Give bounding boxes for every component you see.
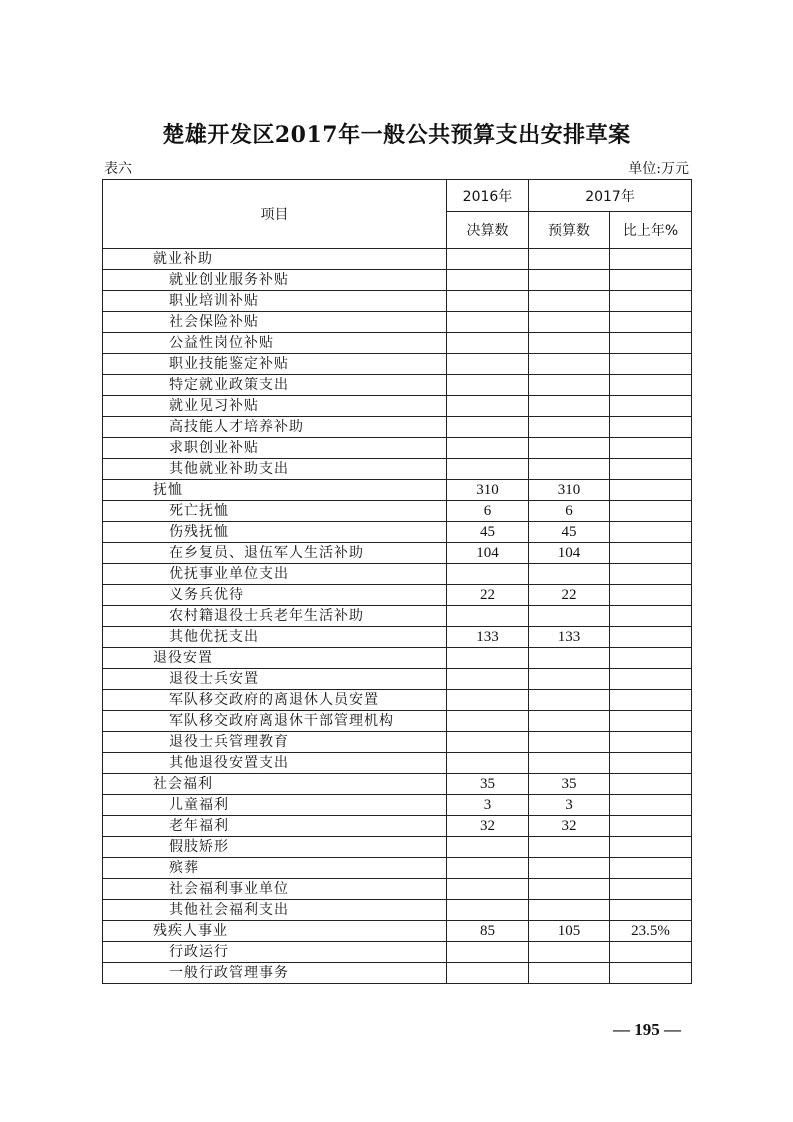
row-final-2016: [447, 333, 529, 354]
table-row: [103, 501, 692, 522]
row-budget-2017: [529, 753, 610, 774]
row-item-name: 社会保险补贴: [103, 312, 447, 333]
row-item-name: 其他优抚支出: [103, 627, 447, 648]
table-row: [103, 648, 692, 669]
document-title: 楚雄开发区2017年一般公共预算支出安排草案: [162, 122, 631, 148]
row-item-name: 假肢矫形: [103, 837, 447, 858]
table-body: [103, 249, 692, 984]
table-row: [103, 543, 692, 564]
row-ratio: [610, 354, 692, 375]
row-budget-2017: [529, 858, 610, 879]
row-item-name: 义务兵优待: [103, 585, 447, 606]
row-ratio: [610, 375, 692, 396]
row-item-name: 其他退役安置支出: [103, 753, 447, 774]
table-row: [103, 606, 692, 627]
row-final-2016: [447, 900, 529, 921]
row-ratio: [610, 291, 692, 312]
row-budget-2017: [529, 942, 610, 963]
header-item: 项目: [103, 180, 447, 249]
table-row: [103, 396, 692, 417]
row-ratio: [610, 627, 692, 648]
row-budget-2017: [529, 963, 610, 984]
row-item-name: 特定就业政策支出: [103, 375, 447, 396]
row-ratio: [610, 249, 692, 270]
row-item-name: 殡葬: [103, 858, 447, 879]
row-final-2016: [447, 249, 529, 270]
row-ratio: 23.5%: [610, 921, 692, 942]
row-budget-2017: 32: [529, 816, 610, 837]
row-budget-2017: [529, 837, 610, 858]
row-ratio: [610, 480, 692, 501]
row-item-name: 就业创业服务补贴: [103, 270, 447, 291]
row-item-name: 儿童福利: [103, 795, 447, 816]
table-row: [103, 249, 692, 270]
row-budget-2017: [529, 270, 610, 291]
table-row: [103, 690, 692, 711]
table-row: [103, 879, 692, 900]
row-final-2016: 32: [447, 816, 529, 837]
row-final-2016: [447, 753, 529, 774]
row-item-name: 行政运行: [103, 942, 447, 963]
table-row: [103, 417, 692, 438]
row-final-2016: [447, 942, 529, 963]
row-item-name: 一般行政管理事务: [103, 963, 447, 984]
row-ratio: [610, 795, 692, 816]
table-row: [103, 375, 692, 396]
row-ratio: [610, 669, 692, 690]
row-ratio: [610, 837, 692, 858]
row-budget-2017: 104: [529, 543, 610, 564]
row-item-name: 抚恤: [103, 480, 447, 501]
table-row: [103, 753, 692, 774]
table-row: [103, 480, 692, 501]
table-row: [103, 942, 692, 963]
row-ratio: [610, 543, 692, 564]
row-budget-2017: 35: [529, 774, 610, 795]
table-row: [103, 459, 692, 480]
row-final-2016: [447, 963, 529, 984]
row-final-2016: 310: [447, 480, 529, 501]
row-ratio: [610, 711, 692, 732]
row-ratio: [610, 438, 692, 459]
row-ratio: [610, 396, 692, 417]
row-item-name: 职业技能鉴定补贴: [103, 354, 447, 375]
row-budget-2017: [529, 249, 610, 270]
row-budget-2017: [529, 312, 610, 333]
table-row: [103, 963, 692, 984]
table-row: [103, 921, 692, 942]
row-budget-2017: [529, 375, 610, 396]
row-ratio: [610, 900, 692, 921]
row-ratio: [610, 312, 692, 333]
row-final-2016: [447, 606, 529, 627]
row-ratio: [610, 522, 692, 543]
header-ratio: 比上年%: [610, 212, 692, 249]
row-budget-2017: [529, 333, 610, 354]
row-budget-2017: [529, 732, 610, 753]
row-final-2016: [447, 669, 529, 690]
row-item-name: 就业见习补贴: [103, 396, 447, 417]
row-item-name: 其他社会福利支出: [103, 900, 447, 921]
row-final-2016: 133: [447, 627, 529, 648]
table-number: 表六: [104, 161, 132, 177]
row-budget-2017: [529, 879, 610, 900]
row-ratio: [610, 606, 692, 627]
row-budget-2017: 22: [529, 585, 610, 606]
unit-label: 单位:万元: [628, 161, 689, 177]
row-budget-2017: [529, 669, 610, 690]
table-row: [103, 732, 692, 753]
row-item-name: 农村籍退役士兵老年生活补助: [103, 606, 447, 627]
row-final-2016: [447, 291, 529, 312]
table-row: [103, 438, 692, 459]
row-final-2016: 85: [447, 921, 529, 942]
table-row: [103, 585, 692, 606]
row-ratio: [610, 858, 692, 879]
row-final-2016: [447, 312, 529, 333]
row-ratio: [610, 648, 692, 669]
row-ratio: [610, 501, 692, 522]
row-item-name: 退役士兵管理教育: [103, 732, 447, 753]
row-budget-2017: [529, 396, 610, 417]
row-final-2016: 35: [447, 774, 529, 795]
row-final-2016: 3: [447, 795, 529, 816]
row-ratio: [610, 732, 692, 753]
row-item-name: 社会福利事业单位: [103, 879, 447, 900]
table-row: [103, 858, 692, 879]
header-year-2017: 2017年: [529, 180, 692, 212]
row-final-2016: [447, 564, 529, 585]
row-budget-2017: [529, 648, 610, 669]
row-ratio: [610, 816, 692, 837]
row-item-name: 伤残抚恤: [103, 522, 447, 543]
row-final-2016: [447, 732, 529, 753]
row-ratio: [610, 333, 692, 354]
table-row: [103, 312, 692, 333]
header-year-2016: 2016年: [447, 180, 529, 212]
row-item-name: 老年福利: [103, 816, 447, 837]
row-ratio: [610, 753, 692, 774]
table-row: [103, 669, 692, 690]
budget-table: [102, 179, 692, 984]
row-ratio: [610, 564, 692, 585]
row-final-2016: [447, 270, 529, 291]
table-header: [103, 180, 692, 249]
row-budget-2017: 6: [529, 501, 610, 522]
table-row: [103, 291, 692, 312]
table-row: [103, 795, 692, 816]
row-ratio: [610, 585, 692, 606]
row-final-2016: 104: [447, 543, 529, 564]
row-item-name: 军队移交政府离退休干部管理机构: [103, 711, 447, 732]
table-row: [103, 627, 692, 648]
header-final-accounts: 决算数: [447, 212, 529, 249]
row-ratio: [610, 270, 692, 291]
row-item-name: 职业培训补贴: [103, 291, 447, 312]
page-number: — 195 —: [613, 1020, 681, 1039]
row-final-2016: 22: [447, 585, 529, 606]
table-row: [103, 522, 692, 543]
table-row: [103, 816, 692, 837]
row-budget-2017: [529, 417, 610, 438]
row-item-name: 在乡复员、退伍军人生活补助: [103, 543, 447, 564]
row-budget-2017: [529, 900, 610, 921]
header-budget: 预算数: [529, 212, 610, 249]
row-final-2016: [447, 858, 529, 879]
row-final-2016: [447, 459, 529, 480]
row-budget-2017: [529, 438, 610, 459]
row-final-2016: [447, 417, 529, 438]
row-final-2016: [447, 375, 529, 396]
table-row: [103, 270, 692, 291]
row-item-name: 社会福利: [103, 774, 447, 795]
row-item-name: 就业补助: [103, 249, 447, 270]
row-budget-2017: [529, 291, 610, 312]
row-ratio: [610, 942, 692, 963]
row-item-name: 优抚事业单位支出: [103, 564, 447, 585]
row-ratio: [610, 459, 692, 480]
table-row: [103, 900, 692, 921]
row-ratio: [610, 690, 692, 711]
row-final-2016: 6: [447, 501, 529, 522]
row-final-2016: [447, 354, 529, 375]
row-final-2016: [447, 438, 529, 459]
row-budget-2017: [529, 690, 610, 711]
row-item-name: 死亡抚恤: [103, 501, 447, 522]
row-ratio: [610, 879, 692, 900]
row-final-2016: [447, 711, 529, 732]
row-budget-2017: 310: [529, 480, 610, 501]
row-budget-2017: [529, 606, 610, 627]
row-ratio: [610, 417, 692, 438]
row-final-2016: [447, 396, 529, 417]
row-item-name: 其他就业补助支出: [103, 459, 447, 480]
row-item-name: 残疾人事业: [103, 921, 447, 942]
row-budget-2017: [529, 711, 610, 732]
row-item-name: 高技能人才培养补助: [103, 417, 447, 438]
row-item-name: 退役安置: [103, 648, 447, 669]
row-budget-2017: 133: [529, 627, 610, 648]
table-row: [103, 354, 692, 375]
table-row: [103, 711, 692, 732]
row-budget-2017: 45: [529, 522, 610, 543]
table-row: [103, 333, 692, 354]
row-final-2016: [447, 648, 529, 669]
table-row: [103, 774, 692, 795]
row-item-name: 退役士兵安置: [103, 669, 447, 690]
row-budget-2017: 3: [529, 795, 610, 816]
row-item-name: 军队移交政府的离退休人员安置: [103, 690, 447, 711]
row-final-2016: [447, 837, 529, 858]
row-budget-2017: [529, 354, 610, 375]
row-item-name: 求职创业补贴: [103, 438, 447, 459]
table-row: [103, 837, 692, 858]
row-budget-2017: [529, 459, 610, 480]
row-final-2016: [447, 690, 529, 711]
row-budget-2017: 105: [529, 921, 610, 942]
row-final-2016: 45: [447, 522, 529, 543]
row-budget-2017: [529, 564, 610, 585]
row-ratio: [610, 963, 692, 984]
row-item-name: 公益性岗位补贴: [103, 333, 447, 354]
row-final-2016: [447, 879, 529, 900]
row-ratio: [610, 774, 692, 795]
table-row: [103, 564, 692, 585]
